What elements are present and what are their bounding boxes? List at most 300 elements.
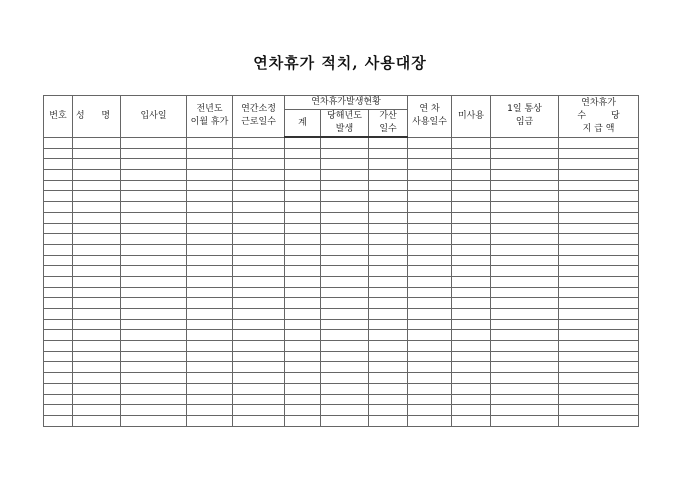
- table-cell: [285, 266, 321, 277]
- table-cell: [187, 319, 233, 330]
- table-cell: [369, 276, 408, 287]
- table-cell: [73, 255, 121, 266]
- table-cell: [452, 309, 491, 320]
- table-cell: [559, 159, 639, 170]
- table-cell: [321, 309, 369, 320]
- table-cell: [121, 170, 187, 181]
- table-cell: [73, 362, 121, 373]
- table-cell: [559, 244, 639, 255]
- table-cell: [233, 202, 285, 213]
- table-cell: [452, 405, 491, 416]
- table-cell: [73, 148, 121, 159]
- table-cell: [44, 266, 73, 277]
- table-cell: [408, 276, 452, 287]
- table-cell: [187, 202, 233, 213]
- table-cell: [559, 223, 639, 234]
- table-cell: [73, 180, 121, 191]
- table-cell: [452, 202, 491, 213]
- table-row: [44, 373, 639, 384]
- table-cell: [73, 330, 121, 341]
- table-cell: [233, 148, 285, 159]
- table-cell: [491, 351, 559, 362]
- table-cell: [491, 319, 559, 330]
- table-cell: [187, 137, 233, 148]
- table-cell: [73, 351, 121, 362]
- table-cell: [408, 244, 452, 255]
- table-cell: [452, 159, 491, 170]
- table-cell: [369, 330, 408, 341]
- table-cell: [452, 319, 491, 330]
- table-cell: [121, 373, 187, 384]
- table-cell: [452, 244, 491, 255]
- table-cell: [369, 244, 408, 255]
- header-leave-status-group: 연차휴가발생현황: [285, 96, 408, 110]
- table-cell: [44, 276, 73, 287]
- table-cell: [121, 159, 187, 170]
- table-cell: [491, 330, 559, 341]
- table-cell: [121, 191, 187, 202]
- table-cell: [285, 415, 321, 426]
- table-cell: [73, 287, 121, 298]
- header-current-year-occurrence-line1: 당해년도: [327, 111, 362, 121]
- table-cell: [369, 266, 408, 277]
- header-additional-days-line2: 일수: [379, 124, 397, 134]
- table-cell: [285, 362, 321, 373]
- table-cell: [285, 137, 321, 148]
- table-cell: [408, 170, 452, 181]
- table-cell: [121, 212, 187, 223]
- table-cell: [452, 148, 491, 159]
- table-cell: [73, 341, 121, 352]
- table-row: [44, 298, 639, 309]
- table-cell: [121, 341, 187, 352]
- table-cell: [491, 137, 559, 148]
- table-cell: [491, 415, 559, 426]
- table-cell: [121, 202, 187, 213]
- table-row: [44, 137, 639, 148]
- table-cell: [187, 191, 233, 202]
- table-row: [44, 319, 639, 330]
- table-cell: [452, 415, 491, 426]
- table-cell: [408, 394, 452, 405]
- table-cell: [233, 159, 285, 170]
- table-cell: [73, 234, 121, 245]
- table-cell: [44, 383, 73, 394]
- table-cell: [408, 202, 452, 213]
- table-cell: [44, 212, 73, 223]
- table-cell: [187, 383, 233, 394]
- table-row: [44, 394, 639, 405]
- table-cell: [491, 223, 559, 234]
- table-cell: [408, 137, 452, 148]
- table-cell: [559, 266, 639, 277]
- table-cell: [121, 244, 187, 255]
- table-cell: [369, 362, 408, 373]
- table-cell: [321, 148, 369, 159]
- table-cell: [187, 180, 233, 191]
- table-cell: [233, 180, 285, 191]
- table-cell: [285, 255, 321, 266]
- table-cell: [491, 287, 559, 298]
- table-cell: [285, 170, 321, 181]
- table-cell: [233, 287, 285, 298]
- table-cell: [233, 383, 285, 394]
- table-cell: [491, 405, 559, 416]
- table-row: [44, 180, 639, 191]
- table-cell: [321, 170, 369, 181]
- table-row: [44, 223, 639, 234]
- table-cell: [452, 373, 491, 384]
- table-header: [44, 96, 639, 138]
- table-cell: [491, 309, 559, 320]
- table-cell: [369, 415, 408, 426]
- table-cell: [408, 405, 452, 416]
- table-cell: [121, 415, 187, 426]
- table-cell: [233, 319, 285, 330]
- table-cell: [559, 276, 639, 287]
- table-cell: [233, 341, 285, 352]
- table-row: [44, 276, 639, 287]
- header-leave-used-days-line2: 사용일수: [412, 117, 447, 128]
- table-cell: [321, 405, 369, 416]
- table-cell: [491, 191, 559, 202]
- table-cell: [121, 148, 187, 159]
- table-row: [44, 244, 639, 255]
- table-row: [44, 351, 639, 362]
- header-leave-used-days-line1: 연 차: [419, 104, 440, 115]
- table-cell: [233, 415, 285, 426]
- table-cell: [73, 170, 121, 181]
- table-row: [44, 287, 639, 298]
- table-cell: [187, 341, 233, 352]
- table-cell: [321, 415, 369, 426]
- table-cell: [321, 298, 369, 309]
- table-cell: [44, 255, 73, 266]
- table-cell: [559, 405, 639, 416]
- table-cell: [285, 223, 321, 234]
- table-cell: [491, 341, 559, 352]
- table-cell: [408, 159, 452, 170]
- table-cell: [559, 255, 639, 266]
- table-cell: [369, 170, 408, 181]
- table-cell: [73, 319, 121, 330]
- table-cell: [233, 394, 285, 405]
- table-cell: [44, 309, 73, 320]
- table-cell: [285, 276, 321, 287]
- table-cell: [408, 191, 452, 202]
- table-cell: [121, 298, 187, 309]
- header-daily-wage-line2: 임금: [515, 117, 534, 128]
- table-cell: [121, 309, 187, 320]
- table-cell: [452, 234, 491, 245]
- table-cell: [73, 191, 121, 202]
- table-cell: [285, 373, 321, 384]
- table-cell: [491, 383, 559, 394]
- table-cell: [187, 287, 233, 298]
- table-cell: [44, 159, 73, 170]
- table-row: [44, 415, 639, 426]
- table-cell: [187, 373, 233, 384]
- header-allowance-line3: 지 급 액: [582, 123, 615, 134]
- table-cell: [187, 255, 233, 266]
- table-cell: [285, 244, 321, 255]
- table-cell: [285, 394, 321, 405]
- table-cell: [452, 394, 491, 405]
- table-cell: [44, 148, 73, 159]
- table-cell: [187, 212, 233, 223]
- table-cell: [491, 373, 559, 384]
- table-cell: [321, 373, 369, 384]
- table-cell: [408, 341, 452, 352]
- table-cell: [73, 309, 121, 320]
- table-cell: [321, 191, 369, 202]
- header-unused: 미사용: [452, 96, 491, 138]
- table-cell: [187, 330, 233, 341]
- table-cell: [44, 405, 73, 416]
- table-cell: [73, 202, 121, 213]
- table-cell: [321, 159, 369, 170]
- header-current-year-occurrence-line2: 발생: [335, 124, 354, 134]
- table-cell: [408, 330, 452, 341]
- header-current-year-occurrence: [321, 110, 369, 138]
- table-cell: [44, 341, 73, 352]
- table-cell: [321, 330, 369, 341]
- table-cell: [121, 405, 187, 416]
- table-cell: [369, 202, 408, 213]
- table-cell: [187, 276, 233, 287]
- header-annual-work-days-line1: 연간소정: [241, 104, 276, 115]
- table-cell: [369, 287, 408, 298]
- table-cell: [369, 309, 408, 320]
- table-cell: [408, 234, 452, 245]
- table-cell: [73, 159, 121, 170]
- table-cell: [321, 180, 369, 191]
- table-cell: [408, 415, 452, 426]
- table-cell: [369, 255, 408, 266]
- table-cell: [559, 191, 639, 202]
- table-cell: [321, 137, 369, 148]
- header-annual-work-days: [233, 96, 285, 138]
- table-cell: [121, 255, 187, 266]
- table-cell: [369, 341, 408, 352]
- table-cell: [233, 276, 285, 287]
- table-cell: [321, 319, 369, 330]
- table-cell: [73, 383, 121, 394]
- table-cell: [408, 223, 452, 234]
- table-cell: [491, 266, 559, 277]
- table-cell: [121, 266, 187, 277]
- table-cell: [491, 255, 559, 266]
- table-cell: [491, 148, 559, 159]
- header-prev-year-carryover-line2: 이월 휴가: [190, 117, 229, 128]
- table-cell: [369, 298, 408, 309]
- table-cell: [559, 394, 639, 405]
- table-row: [44, 341, 639, 352]
- table-cell: [285, 319, 321, 330]
- table-cell: [408, 309, 452, 320]
- table-cell: [491, 234, 559, 245]
- header-total: 계: [285, 110, 321, 138]
- table-cell: [559, 148, 639, 159]
- table-cell: [559, 298, 639, 309]
- table-cell: [187, 351, 233, 362]
- table-cell: [73, 394, 121, 405]
- table-cell: [491, 159, 559, 170]
- table-cell: [321, 287, 369, 298]
- table-row: [44, 383, 639, 394]
- table-cell: [121, 137, 187, 148]
- table-cell: [233, 266, 285, 277]
- table-body: [44, 137, 639, 426]
- table-cell: [559, 330, 639, 341]
- header-allowance-line2: 수 당: [577, 110, 620, 121]
- table-cell: [233, 191, 285, 202]
- table-row: [44, 212, 639, 223]
- table-cell: [321, 255, 369, 266]
- table-cell: [285, 202, 321, 213]
- table-cell: [73, 212, 121, 223]
- table-cell: [559, 234, 639, 245]
- table-cell: [285, 351, 321, 362]
- table-cell: [559, 137, 639, 148]
- table-cell: [44, 298, 73, 309]
- table-cell: [285, 330, 321, 341]
- table-cell: [285, 287, 321, 298]
- header-allowance: [559, 96, 639, 138]
- table-cell: [369, 191, 408, 202]
- table-cell: [491, 202, 559, 213]
- table-cell: [44, 223, 73, 234]
- table-cell: [187, 244, 233, 255]
- table-cell: [121, 223, 187, 234]
- table-cell: [233, 405, 285, 416]
- table-cell: [321, 202, 369, 213]
- table-cell: [285, 309, 321, 320]
- table-cell: [44, 394, 73, 405]
- table-cell: [285, 298, 321, 309]
- table-cell: [321, 244, 369, 255]
- table-cell: [408, 373, 452, 384]
- table-cell: [408, 351, 452, 362]
- table-cell: [408, 319, 452, 330]
- table-cell: [187, 405, 233, 416]
- table-cell: [452, 298, 491, 309]
- table-cell: [369, 405, 408, 416]
- table-cell: [452, 276, 491, 287]
- header-prev-year-carryover-line1: 전년도: [196, 104, 223, 115]
- header-daily-wage: [491, 96, 559, 138]
- table-cell: [452, 287, 491, 298]
- table-cell: [73, 373, 121, 384]
- table-cell: [321, 234, 369, 245]
- table-cell: [559, 170, 639, 181]
- table-cell: [44, 170, 73, 181]
- header-allowance-line1: 연차휴가: [581, 97, 616, 108]
- table-cell: [44, 319, 73, 330]
- table-cell: [121, 319, 187, 330]
- table-cell: [452, 383, 491, 394]
- table-row: [44, 266, 639, 277]
- table-cell: [321, 276, 369, 287]
- table-row: [44, 234, 639, 245]
- table-cell: [44, 244, 73, 255]
- table-cell: [44, 415, 73, 426]
- table-cell: [408, 287, 452, 298]
- table-cell: [491, 212, 559, 223]
- table-row: [44, 191, 639, 202]
- table-cell: [44, 180, 73, 191]
- table-cell: [369, 137, 408, 148]
- table-cell: [121, 330, 187, 341]
- table-cell: [233, 330, 285, 341]
- table-row: [44, 330, 639, 341]
- header-name: 성 명: [73, 96, 121, 138]
- table-cell: [121, 276, 187, 287]
- table-cell: [73, 137, 121, 148]
- table-cell: [452, 351, 491, 362]
- table-cell: [452, 266, 491, 277]
- table-cell: [369, 351, 408, 362]
- table-cell: [121, 287, 187, 298]
- table-cell: [452, 341, 491, 352]
- table-cell: [452, 212, 491, 223]
- table-cell: [73, 405, 121, 416]
- table-cell: [233, 298, 285, 309]
- table-cell: [321, 351, 369, 362]
- table-row: [44, 202, 639, 213]
- table-cell: [44, 287, 73, 298]
- table-cell: [452, 191, 491, 202]
- table-cell: [559, 362, 639, 373]
- table-cell: [408, 180, 452, 191]
- table-cell: [233, 170, 285, 181]
- table-cell: [121, 383, 187, 394]
- table-cell: [559, 319, 639, 330]
- table-cell: [73, 298, 121, 309]
- table-cell: [369, 373, 408, 384]
- table-cell: [233, 223, 285, 234]
- table-cell: [233, 234, 285, 245]
- table-cell: [187, 170, 233, 181]
- header-hire-date: 입사일: [121, 96, 187, 138]
- table-cell: [73, 244, 121, 255]
- table-cell: [559, 309, 639, 320]
- table-row: [44, 170, 639, 181]
- table-cell: [452, 170, 491, 181]
- table-cell: [233, 244, 285, 255]
- header-prev-year-carryover: [187, 96, 233, 138]
- table-cell: [369, 383, 408, 394]
- table-cell: [44, 202, 73, 213]
- table-cell: [187, 234, 233, 245]
- table-cell: [559, 351, 639, 362]
- table-cell: [73, 276, 121, 287]
- table-cell: [73, 415, 121, 426]
- table-cell: [73, 266, 121, 277]
- table-cell: [285, 212, 321, 223]
- table-row: [44, 255, 639, 266]
- table-cell: [408, 212, 452, 223]
- table-cell: [369, 159, 408, 170]
- table-cell: [187, 223, 233, 234]
- table-row: [44, 159, 639, 170]
- table-cell: [559, 373, 639, 384]
- table-cell: [233, 212, 285, 223]
- table-cell: [491, 394, 559, 405]
- table-cell: [187, 159, 233, 170]
- table-cell: [369, 212, 408, 223]
- table-cell: [408, 148, 452, 159]
